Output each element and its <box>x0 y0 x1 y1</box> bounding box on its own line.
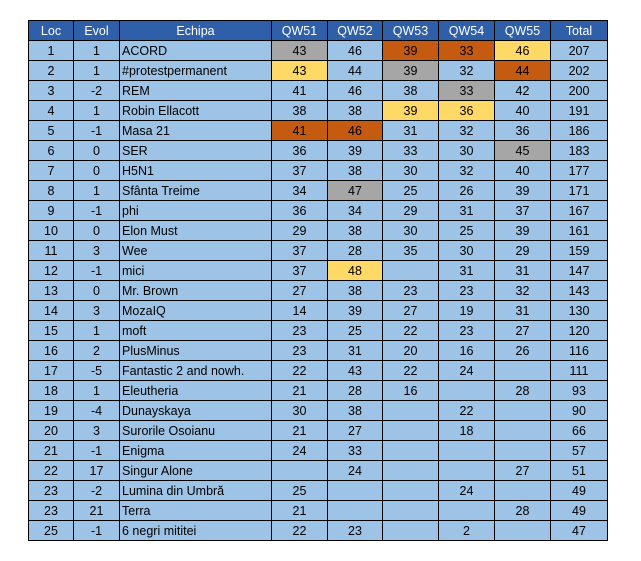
table-row <box>29 201 608 221</box>
table-row <box>29 261 608 281</box>
score-cell-qw54 <box>439 441 495 461</box>
table-row <box>29 301 608 321</box>
score-cell-qw55: 42 <box>495 81 551 101</box>
score-cell-qw51: 29 <box>272 221 328 241</box>
score-cell-qw55: 46 <box>495 41 551 61</box>
score-cell-qw54: 23 <box>439 281 495 301</box>
team-name-cell: Dunayskaya <box>120 401 272 421</box>
total-cell: 200 <box>551 81 608 101</box>
score-cell-qw55: 39 <box>495 181 551 201</box>
evolution-cell: -1 <box>74 521 120 541</box>
rank-cell: 9 <box>29 201 74 221</box>
score-cell-qw53 <box>383 461 439 481</box>
score-cell-qw51: 36 <box>272 141 328 161</box>
team-name-cell: Mr. Brown <box>120 281 272 301</box>
evolution-cell: 2 <box>74 341 120 361</box>
score-cell-qw52: 38 <box>328 281 383 301</box>
score-cell-qw52: 38 <box>328 161 383 181</box>
total-cell: 130 <box>551 301 608 321</box>
evolution-cell: 1 <box>74 61 120 81</box>
table-row <box>29 441 608 461</box>
evolution-cell: -1 <box>74 261 120 281</box>
score-cell-qw52: 46 <box>328 121 383 141</box>
team-name-cell: #protestpermanent <box>120 61 272 81</box>
total-cell: 49 <box>551 501 608 521</box>
evolution-cell: 21 <box>74 501 120 521</box>
total-cell: 143 <box>551 281 608 301</box>
total-cell: 202 <box>551 61 608 81</box>
rank-cell: 20 <box>29 421 74 441</box>
table-row <box>29 141 608 161</box>
score-cell-qw51: 43 <box>272 41 328 61</box>
total-cell: 177 <box>551 161 608 181</box>
score-cell-qw51: 38 <box>272 101 328 121</box>
score-cell-qw55: 31 <box>495 261 551 281</box>
team-name-cell: Lumina din Umbră <box>120 481 272 501</box>
evolution-cell: 3 <box>74 301 120 321</box>
score-cell-qw54: 26 <box>439 181 495 201</box>
total-cell: 171 <box>551 181 608 201</box>
score-cell-qw53: 33 <box>383 141 439 161</box>
header-row <box>29 21 608 41</box>
evolution-cell: 0 <box>74 221 120 241</box>
score-cell-qw55: 27 <box>495 461 551 481</box>
score-cell-qw51: 27 <box>272 281 328 301</box>
evolution-cell: 3 <box>74 241 120 261</box>
rank-cell: 6 <box>29 141 74 161</box>
score-cell-qw54: 18 <box>439 421 495 441</box>
score-cell-qw55: 28 <box>495 501 551 521</box>
score-cell-qw55: 26 <box>495 341 551 361</box>
team-name-cell: PlusMinus <box>120 341 272 361</box>
team-name-cell: ACORD <box>120 41 272 61</box>
team-name-cell: Eleutheria <box>120 381 272 401</box>
table-row <box>29 321 608 341</box>
evolution-cell: -2 <box>74 481 120 501</box>
score-cell-qw55: 29 <box>495 241 551 261</box>
score-cell-qw52: 25 <box>328 321 383 341</box>
score-cell-qw54 <box>439 381 495 401</box>
score-cell-qw51: 30 <box>272 401 328 421</box>
team-name-cell: Surorile Osoianu <box>120 421 272 441</box>
team-name-cell: phi <box>120 201 272 221</box>
score-cell-qw53: 31 <box>383 121 439 141</box>
team-name-cell: Masa 21 <box>120 121 272 141</box>
table-row <box>29 281 608 301</box>
score-cell-qw51: 41 <box>272 121 328 141</box>
score-cell-qw54: 25 <box>439 221 495 241</box>
total-cell: 116 <box>551 341 608 361</box>
rank-cell: 19 <box>29 401 74 421</box>
table-row <box>29 81 608 101</box>
score-cell-qw52: 46 <box>328 81 383 101</box>
table-row <box>29 241 608 261</box>
rank-cell: 18 <box>29 381 74 401</box>
score-cell-qw53: 38 <box>383 81 439 101</box>
team-name-cell: REM <box>120 81 272 101</box>
score-cell-qw54: 30 <box>439 241 495 261</box>
score-cell-qw53: 25 <box>383 181 439 201</box>
score-cell-qw52 <box>328 481 383 501</box>
score-cell-qw54: 19 <box>439 301 495 321</box>
rank-cell: 14 <box>29 301 74 321</box>
header-qw52: QW52 <box>328 21 383 41</box>
score-cell-qw52: 38 <box>328 101 383 121</box>
score-cell-qw52: 28 <box>328 381 383 401</box>
score-cell-qw53 <box>383 421 439 441</box>
evolution-cell: 1 <box>74 41 120 61</box>
score-cell-qw55 <box>495 441 551 461</box>
score-cell-qw53 <box>383 481 439 501</box>
rank-cell: 25 <box>29 521 74 541</box>
evolution-cell: 3 <box>74 421 120 441</box>
evolution-cell: 0 <box>74 281 120 301</box>
rank-cell: 16 <box>29 341 74 361</box>
team-name-cell: Enigma <box>120 441 272 461</box>
score-cell-qw52: 28 <box>328 241 383 261</box>
total-cell: 161 <box>551 221 608 241</box>
score-cell-qw53: 20 <box>383 341 439 361</box>
score-cell-qw53: 22 <box>383 321 439 341</box>
header-loc: Loc <box>29 21 74 41</box>
team-name-cell: mici <box>120 261 272 281</box>
team-name-cell: Terra <box>120 501 272 521</box>
score-cell-qw52: 33 <box>328 441 383 461</box>
team-name-cell: moft <box>120 321 272 341</box>
rank-cell: 22 <box>29 461 74 481</box>
score-cell-qw52 <box>328 501 383 521</box>
score-cell-qw53 <box>383 261 439 281</box>
header-total: Total <box>551 21 608 41</box>
score-cell-qw52: 38 <box>328 221 383 241</box>
score-cell-qw52: 39 <box>328 301 383 321</box>
table-body <box>29 41 608 541</box>
header-qw54: QW54 <box>439 21 495 41</box>
score-cell-qw55: 45 <box>495 141 551 161</box>
rank-cell: 2 <box>29 61 74 81</box>
rank-cell: 7 <box>29 161 74 181</box>
score-cell-qw52: 46 <box>328 41 383 61</box>
score-cell-qw53 <box>383 441 439 461</box>
score-cell-qw51 <box>272 461 328 481</box>
score-cell-qw53: 30 <box>383 161 439 181</box>
evolution-cell: -1 <box>74 201 120 221</box>
score-cell-qw51: 24 <box>272 441 328 461</box>
total-cell: 191 <box>551 101 608 121</box>
score-cell-qw51: 21 <box>272 381 328 401</box>
evolution-cell: 1 <box>74 381 120 401</box>
score-cell-qw55 <box>495 421 551 441</box>
score-cell-qw51: 36 <box>272 201 328 221</box>
score-cell-qw55: 31 <box>495 301 551 321</box>
rank-cell: 12 <box>29 261 74 281</box>
score-cell-qw53 <box>383 501 439 521</box>
rank-cell: 11 <box>29 241 74 261</box>
score-cell-qw54: 31 <box>439 261 495 281</box>
score-cell-qw53: 29 <box>383 201 439 221</box>
score-cell-qw55 <box>495 361 551 381</box>
total-cell: 66 <box>551 421 608 441</box>
score-cell-qw55: 32 <box>495 281 551 301</box>
score-cell-qw54: 22 <box>439 401 495 421</box>
score-cell-qw54: 33 <box>439 81 495 101</box>
evolution-cell: -1 <box>74 121 120 141</box>
total-cell: 186 <box>551 121 608 141</box>
score-cell-qw51: 37 <box>272 261 328 281</box>
rank-cell: 21 <box>29 441 74 461</box>
team-name-cell: Robin Ellacott <box>120 101 272 121</box>
score-cell-qw55: 28 <box>495 381 551 401</box>
score-cell-qw54: 23 <box>439 321 495 341</box>
score-cell-qw54 <box>439 501 495 521</box>
evolution-cell: 1 <box>74 181 120 201</box>
score-cell-qw53: 35 <box>383 241 439 261</box>
table-row <box>29 61 608 81</box>
total-cell: 183 <box>551 141 608 161</box>
score-cell-qw53: 30 <box>383 221 439 241</box>
score-cell-qw54: 32 <box>439 61 495 81</box>
header-qw51: QW51 <box>272 21 328 41</box>
table-row <box>29 221 608 241</box>
score-cell-qw54: 30 <box>439 141 495 161</box>
score-cell-qw53: 16 <box>383 381 439 401</box>
score-cell-qw54: 32 <box>439 121 495 141</box>
rank-cell: 3 <box>29 81 74 101</box>
team-name-cell: Elon Must <box>120 221 272 241</box>
team-name-cell: Singur Alone <box>120 461 272 481</box>
total-cell: 159 <box>551 241 608 261</box>
evolution-cell: 1 <box>74 321 120 341</box>
evolution-cell: -4 <box>74 401 120 421</box>
score-cell-qw52: 43 <box>328 361 383 381</box>
score-cell-qw51: 41 <box>272 81 328 101</box>
table-row <box>29 501 608 521</box>
score-cell-qw53 <box>383 521 439 541</box>
score-cell-qw54: 2 <box>439 521 495 541</box>
standings-container <box>28 20 608 541</box>
score-cell-qw52: 48 <box>328 261 383 281</box>
total-cell: 49 <box>551 481 608 501</box>
score-cell-qw52: 44 <box>328 61 383 81</box>
evolution-cell: 1 <box>74 101 120 121</box>
score-cell-qw55: 37 <box>495 201 551 221</box>
rank-cell: 4 <box>29 101 74 121</box>
score-cell-qw51: 23 <box>272 341 328 361</box>
score-cell-qw55 <box>495 481 551 501</box>
score-cell-qw51: 14 <box>272 301 328 321</box>
score-cell-qw53: 39 <box>383 61 439 81</box>
score-cell-qw54 <box>439 461 495 481</box>
rank-cell: 13 <box>29 281 74 301</box>
score-cell-qw52: 47 <box>328 181 383 201</box>
table-row <box>29 361 608 381</box>
score-cell-qw54: 24 <box>439 481 495 501</box>
rank-cell: 5 <box>29 121 74 141</box>
score-cell-qw55: 40 <box>495 161 551 181</box>
score-cell-qw54: 24 <box>439 361 495 381</box>
score-cell-qw54: 33 <box>439 41 495 61</box>
table-row <box>29 421 608 441</box>
score-cell-qw51: 21 <box>272 501 328 521</box>
table-row <box>29 521 608 541</box>
score-cell-qw51: 22 <box>272 361 328 381</box>
team-name-cell: Fantastic 2 and nowh. <box>120 361 272 381</box>
score-cell-qw51: 21 <box>272 421 328 441</box>
score-cell-qw52: 24 <box>328 461 383 481</box>
team-name-cell: H5N1 <box>120 161 272 181</box>
table-row <box>29 481 608 501</box>
score-cell-qw55: 36 <box>495 121 551 141</box>
score-cell-qw52: 31 <box>328 341 383 361</box>
score-cell-qw51: 23 <box>272 321 328 341</box>
table-row <box>29 41 608 61</box>
total-cell: 111 <box>551 361 608 381</box>
score-cell-qw53: 22 <box>383 361 439 381</box>
score-cell-qw51: 25 <box>272 481 328 501</box>
score-cell-qw54: 16 <box>439 341 495 361</box>
team-name-cell: Sfânta Treime <box>120 181 272 201</box>
rank-cell: 23 <box>29 501 74 521</box>
total-cell: 47 <box>551 521 608 541</box>
standings-table <box>28 20 608 541</box>
score-cell-qw51: 43 <box>272 61 328 81</box>
score-cell-qw54: 36 <box>439 101 495 121</box>
header-qw53: QW53 <box>383 21 439 41</box>
total-cell: 90 <box>551 401 608 421</box>
rank-cell: 8 <box>29 181 74 201</box>
table-row <box>29 121 608 141</box>
table-row <box>29 461 608 481</box>
score-cell-qw53: 39 <box>383 101 439 121</box>
rank-cell: 15 <box>29 321 74 341</box>
table-row <box>29 381 608 401</box>
total-cell: 147 <box>551 261 608 281</box>
table-row <box>29 341 608 361</box>
table-row <box>29 181 608 201</box>
score-cell-qw55 <box>495 521 551 541</box>
evolution-cell: 17 <box>74 461 120 481</box>
score-cell-qw52: 38 <box>328 401 383 421</box>
total-cell: 207 <box>551 41 608 61</box>
score-cell-qw54: 32 <box>439 161 495 181</box>
total-cell: 167 <box>551 201 608 221</box>
score-cell-qw53: 27 <box>383 301 439 321</box>
score-cell-qw55: 39 <box>495 221 551 241</box>
table-row <box>29 101 608 121</box>
score-cell-qw53: 23 <box>383 281 439 301</box>
total-cell: 51 <box>551 461 608 481</box>
team-name-cell: SER <box>120 141 272 161</box>
team-name-cell: Wee <box>120 241 272 261</box>
score-cell-qw51: 37 <box>272 161 328 181</box>
score-cell-qw52: 27 <box>328 421 383 441</box>
score-cell-qw55: 27 <box>495 321 551 341</box>
header-qw55: QW55 <box>495 21 551 41</box>
header-evol: Evol <box>74 21 120 41</box>
score-cell-qw52: 39 <box>328 141 383 161</box>
score-cell-qw55: 40 <box>495 101 551 121</box>
score-cell-qw52: 23 <box>328 521 383 541</box>
rank-cell: 23 <box>29 481 74 501</box>
score-cell-qw51: 34 <box>272 181 328 201</box>
score-cell-qw55 <box>495 401 551 421</box>
header-team: Echipa <box>120 21 272 41</box>
total-cell: 120 <box>551 321 608 341</box>
total-cell: 57 <box>551 441 608 461</box>
total-cell: 93 <box>551 381 608 401</box>
table-row <box>29 161 608 181</box>
evolution-cell: -5 <box>74 361 120 381</box>
rank-cell: 17 <box>29 361 74 381</box>
evolution-cell: 0 <box>74 161 120 181</box>
score-cell-qw52: 34 <box>328 201 383 221</box>
evolution-cell: 0 <box>74 141 120 161</box>
rank-cell: 10 <box>29 221 74 241</box>
score-cell-qw55: 44 <box>495 61 551 81</box>
score-cell-qw53: 39 <box>383 41 439 61</box>
score-cell-qw53 <box>383 401 439 421</box>
team-name-cell: 6 negri mititei <box>120 521 272 541</box>
score-cell-qw51: 22 <box>272 521 328 541</box>
table-row <box>29 401 608 421</box>
team-name-cell: MozaIQ <box>120 301 272 321</box>
score-cell-qw54: 31 <box>439 201 495 221</box>
rank-cell: 1 <box>29 41 74 61</box>
evolution-cell: -1 <box>74 441 120 461</box>
evolution-cell: -2 <box>74 81 120 101</box>
score-cell-qw51: 37 <box>272 241 328 261</box>
